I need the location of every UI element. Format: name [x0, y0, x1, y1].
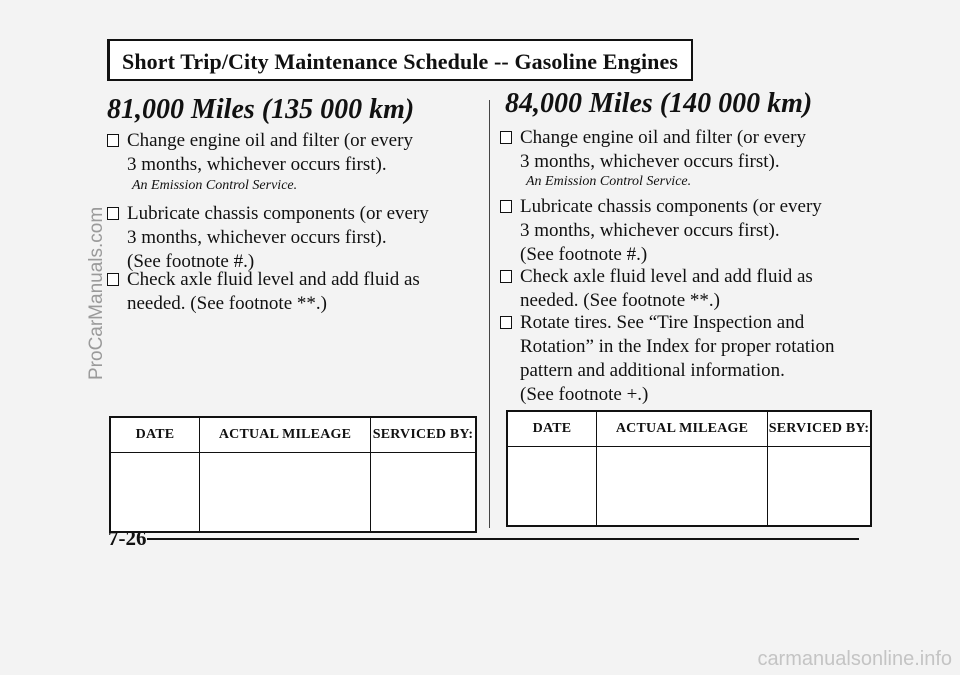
footer-rule	[147, 538, 859, 540]
emission-note: An Emission Control Service.	[132, 178, 298, 193]
schedule-title: Short Trip/City Maintenance Schedule -- Gasoline Engines	[122, 49, 679, 74]
item-text: 3 months, whichever occurs first).	[520, 220, 780, 241]
checkbox[interactable]	[107, 134, 119, 147]
item-text: needed. (See footnote **.)	[520, 290, 720, 311]
mileage-column-header: ACTUAL MILEAGE	[200, 417, 371, 453]
serviced-by-entry-cell[interactable]	[371, 453, 477, 533]
date-column-header: DATE	[507, 411, 597, 447]
item-text: (See footnote #.)	[127, 251, 255, 272]
checkbox[interactable]	[107, 207, 119, 220]
item-text: pattern and additional information.	[520, 360, 785, 381]
item-text: needed. (See footnote **.)	[127, 293, 327, 314]
date-entry-cell[interactable]	[110, 453, 200, 533]
mileage-entry-cell[interactable]	[597, 447, 768, 527]
checkbox[interactable]	[500, 200, 512, 213]
checkbox[interactable]	[500, 131, 512, 144]
serviced-by-column-header: SERVICED BY:	[371, 417, 477, 453]
mileage-entry-cell[interactable]	[200, 453, 371, 533]
mileage-column-header: ACTUAL MILEAGE	[597, 411, 768, 447]
item-text: Rotation” in the Index for proper rotation	[520, 336, 835, 357]
emission-note: An Emission Control Service.	[526, 174, 692, 189]
schedule-header	[107, 39, 693, 81]
item-text: Rotate tires. See “Tire Inspection and	[520, 312, 805, 333]
item-text: 3 months, whichever occurs first).	[520, 151, 780, 172]
checkbox[interactable]	[500, 316, 512, 329]
item-text: Change engine oil and filter (or every	[127, 130, 413, 151]
item-text: Change engine oil and filter (or every	[520, 127, 806, 148]
item-text: Lubricate chassis components (or every	[520, 196, 822, 217]
item-text: Check axle fluid level and add fluid as	[520, 266, 813, 287]
serviced-by-column-header: SERVICED BY:	[768, 411, 872, 447]
item-text: Lubricate chassis components (or every	[127, 203, 429, 224]
item-text: 3 months, whichever occurs first).	[127, 154, 387, 175]
serviced-by-entry-cell[interactable]	[768, 447, 872, 527]
date-entry-cell[interactable]	[507, 447, 597, 527]
section-heading-84000: 84,000 Miles (140 000 km)	[505, 88, 813, 119]
item-text: Check axle fluid level and add fluid as	[127, 269, 420, 290]
service-log-table	[109, 416, 477, 533]
item-text: (See footnote #.)	[520, 244, 648, 265]
page-number: 7-26	[108, 526, 147, 550]
watermark-text: ProCarManuals.com	[86, 206, 107, 380]
checkbox[interactable]	[500, 270, 512, 283]
section-heading-81000: 81,000 Miles (135 000 km)	[107, 94, 415, 125]
checkbox[interactable]	[107, 273, 119, 286]
service-log-table	[506, 410, 872, 527]
item-text: 3 months, whichever occurs first).	[127, 227, 387, 248]
column-divider	[489, 100, 490, 528]
date-column-header: DATE	[110, 417, 200, 453]
site-credit-text: carmanualsonline.info	[757, 648, 952, 670]
item-text: (See footnote +.)	[520, 384, 649, 405]
